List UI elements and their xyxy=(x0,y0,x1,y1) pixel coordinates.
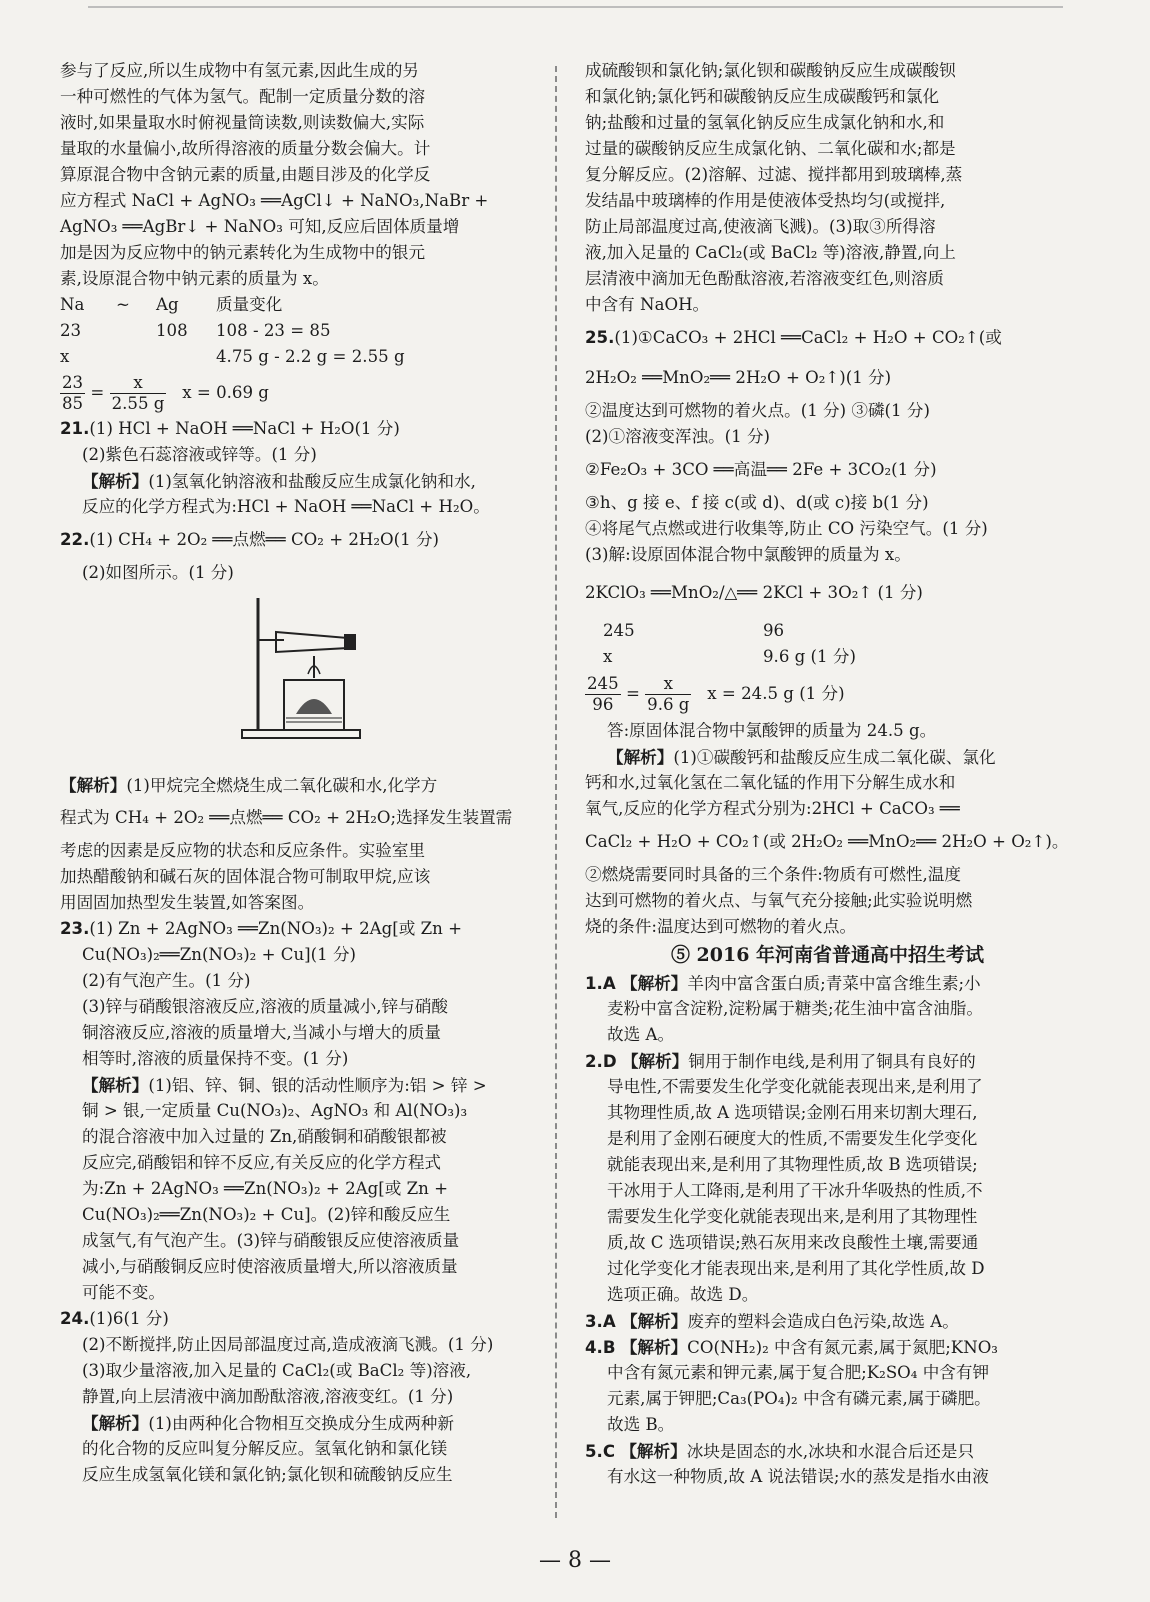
analysis-line: 干冰用于人工降雨,是利用了干冰升华吸热的性质,不 xyxy=(607,1181,983,1200)
analysis-line xyxy=(60,772,535,798)
text-line: 过量的碳酸钠反应生成氯化钠、二氧化碳和水;都是 xyxy=(585,139,956,158)
calc-row xyxy=(60,292,535,318)
result: x = 0.69 g xyxy=(182,383,269,402)
text-line: 液,加入足量的 CaCl₂(或 BaCl₂ 等)溶液,静置,向上 xyxy=(585,243,956,262)
analysis-line: 选项正确。故选 D。 xyxy=(607,1285,759,1304)
choice: B xyxy=(602,1338,616,1357)
right-column xyxy=(585,58,1070,1490)
question-number: 24. xyxy=(60,1309,90,1328)
choice: D xyxy=(602,1052,617,1071)
answer-line: ③h、g 接 e、f 接 c(或 d)、d(或 c)接 b(1 分) xyxy=(585,493,929,512)
question-number: 3. xyxy=(585,1312,603,1331)
analysis-text: 废弃的塑料会造成白色污染,故选 A。 xyxy=(687,1312,959,1331)
answer-line: (2)①溶液变浑浊。(1 分) xyxy=(585,427,771,446)
analysis-line: 的混合溶液中加入过量的 Zn,硝酸铜和硝酸银都被 xyxy=(82,1127,447,1146)
fraction xyxy=(60,373,85,414)
text-line: 量取的水量偏小,故所得溶液的质量分数会偏大。计 xyxy=(60,139,431,158)
question-23 xyxy=(60,916,535,942)
top-rule xyxy=(88,6,1063,8)
calc-cell: x xyxy=(603,647,613,666)
answer-line: (1)6(1 分) xyxy=(89,1309,169,1328)
question-22 xyxy=(60,520,535,560)
analysis-label: 【解析】 xyxy=(620,1311,688,1331)
choice: C xyxy=(602,1442,616,1461)
calc-cell: 4.75 g - 2.2 g = 2.55 g xyxy=(216,347,405,366)
analysis-line: 元素,属于钾肥;Ca₃(PO₄)₂ 中含有磷元素,属于磷肥。 xyxy=(607,1389,991,1408)
analysis-line: 氧气,反应的化学方程式分别为:2HCl + CaCO₃ ══ xyxy=(585,799,960,818)
text-line: 发结晶中玻璃棒的作用是使液体受热均匀(或搅拌, xyxy=(585,191,946,210)
fraction xyxy=(645,674,691,715)
text-line: 应方程式 NaCl + AgNO₃ ══AgCl↓ + NaNO₃,NaBr + xyxy=(60,191,489,210)
analysis-line: 反应完,硝酸铝和锌不反应,有关反应的化学方程式 xyxy=(82,1153,442,1172)
text-line: 防止局部温度过高,使液滴飞溅)。(3)取③所得溶 xyxy=(585,217,936,236)
calc-row xyxy=(585,644,1070,670)
text-line: 参与了反应,所以生成物中有氢元素,因此生成的另 xyxy=(60,61,420,80)
analysis-text: 冰块是固态的水,冰块和水混合后还是只 xyxy=(686,1442,975,1461)
text-line: 加是因为反应物中的钠元素转化为生成物中的银元 xyxy=(60,243,426,262)
analysis-line: 故选 B。 xyxy=(607,1415,675,1434)
analysis-line: Cu(NO₃)₂══Zn(NO₃)₂ + Cu]。(2)锌和酸反应生 xyxy=(82,1205,451,1224)
analysis-line xyxy=(60,468,535,494)
question-number: 25. xyxy=(585,328,615,347)
fraction-equation: $\frac{23}{85}$ = $\frac{x}{2.55 g}$ x = 0.69 g xyxy=(62,373,269,413)
answer-line: (2)紫色石蕊溶液或锌等。(1 分) xyxy=(82,445,317,464)
analysis-line: 成氢气,有气泡产生。(3)锌与硝酸银反应使溶液质量 xyxy=(82,1231,460,1250)
question-number: 5. xyxy=(585,1442,603,1461)
analysis-line: 用固固加热型发生装置,如答案图。 xyxy=(60,893,315,912)
analysis-line: 为:Zn + 2AgNO₃ ══Zn(NO₃)₂ + 2Ag[或 Zn + xyxy=(82,1179,448,1198)
denominator: 2.55 g xyxy=(111,394,165,413)
mc-question xyxy=(585,1438,1070,1464)
analysis-line: 麦粉中富含淀粉,淀粉属于糖类;花生油中富含油脂。 xyxy=(607,999,983,1018)
question-25 xyxy=(585,318,1070,358)
answer-line: ②Fe₂O₃ + 3CO ══高温══ 2Fe + 3CO₂(1 分) xyxy=(585,460,937,479)
analysis-text: (1)甲烷完全燃烧生成二氧化碳和水,化学方 xyxy=(126,776,438,795)
analysis-label: 【解析】 xyxy=(82,471,149,491)
left-column xyxy=(60,58,535,1488)
answer-line: 2KClO₃ ══MnO₂/△══ 2KCl + 3O₂↑ (1 分) xyxy=(585,583,923,602)
text-line: 层清液中滴加无色酚酞溶液,若溶液变红色,则溶质 xyxy=(585,269,945,288)
denominator: 85 xyxy=(62,394,84,413)
analysis-text: (1)铝、锌、铜、银的活动性顺序为:铝 > 锌 > xyxy=(148,1076,487,1095)
result: x = 24.5 g (1 分) xyxy=(707,684,845,703)
analysis-line: 导电性,不需要发生化学变化就能表现出来,是利用了 xyxy=(607,1077,983,1096)
analysis-label: 【解析】 xyxy=(620,1441,687,1461)
analysis-line: 加热醋酸钠和碱石灰的固体混合物可制取甲烷,应该 xyxy=(60,867,431,886)
analysis-label: 【解析】 xyxy=(607,747,674,767)
analysis-line: 中含有氮元素和钾元素,属于复合肥;K₂SO₄ 中含有钾 xyxy=(607,1363,990,1382)
analysis-line: 可能不变。 xyxy=(82,1283,165,1302)
answer-line: (1) HCl + NaOH ══NaCl + H₂O(1 分) xyxy=(89,419,400,438)
analysis-line xyxy=(60,1072,535,1098)
analysis-line: 钙和水,过氧化氢在二氧化锰的作用下分解生成水和 xyxy=(585,773,956,792)
denominator: 9.6 g xyxy=(647,695,690,714)
text-line: 一种可燃性的气体为氢气。配制一定质量分数的溶 xyxy=(60,87,426,106)
question-number: 2. xyxy=(585,1052,603,1071)
calc-row xyxy=(60,318,535,344)
choice: A xyxy=(602,974,616,993)
analysis-line: 程式为 CH₄ + 2O₂ ══点燃══ CO₂ + 2H₂O;选择发生装置需 xyxy=(60,808,513,827)
numerator: 23 xyxy=(62,373,84,392)
analysis-text: CO(NH₂)₂ 中含有氮元素,属于氮肥;KNO₃ xyxy=(687,1338,998,1357)
denominator: 96 xyxy=(592,695,614,714)
answer-line: (3)锌与硝酸银溶液反应,溶液的质量减小,锌与硝酸 xyxy=(82,997,448,1016)
question-number: 22. xyxy=(60,530,90,549)
text-line: 和氯化钠;氯化钙和碳酸钠反应生成碳酸钙和氯化 xyxy=(585,87,940,106)
column-divider xyxy=(555,66,557,1518)
analysis-text: 铜用于制作电线,是利用了铜具有良好的 xyxy=(688,1052,976,1071)
calc-cell: Na xyxy=(60,295,85,314)
analysis-line: 质,故 C 选项错误;熟石灰用来改良酸性土壤,需要通 xyxy=(607,1233,979,1252)
fraction-equation: $\frac{245}{96}$ = $\frac{x}{9.6 g}$ x = 24.5 g (1 分) xyxy=(587,674,845,714)
text-line: AgNO₃ ══AgBr↓ + NaNO₃ 可知,反应后固体质量增 xyxy=(60,217,460,236)
answer-line: (2)如图所示。(1 分) xyxy=(82,563,234,582)
calc-cell: 108 xyxy=(156,321,188,340)
analysis-label: 【解析】 xyxy=(621,1051,689,1071)
answer-line: 2H₂O₂ ══MnO₂══ 2H₂O + O₂↑)(1 分) xyxy=(585,368,892,387)
text-line: 液时,如果量取水时俯视量筒读数,则读数偏大,实际 xyxy=(60,113,425,132)
analysis-line: 就能表现出来,是利用了其物理性质,故 B 选项错误; xyxy=(607,1155,978,1174)
analysis-line: 过化学变化才能表现出来,是利用了其化学性质,故 D xyxy=(607,1259,985,1278)
page-number: — 8 — xyxy=(539,1548,611,1573)
text-line: 中含有 NaOH。 xyxy=(585,295,710,314)
analysis-line: 需要发生化学变化就能表现出来,是利用了其物理性 xyxy=(607,1207,978,1226)
analysis-line: ②燃烧需要同时具备的三个条件:物质有可燃性,温度 xyxy=(585,865,961,884)
calc-cell: 96 xyxy=(763,621,785,640)
text-line: 算原混合物中含钠元素的质量,由题目涉及的化学反 xyxy=(60,165,431,184)
analysis-line: 达到可燃物的着火点、与氧气充分接触;此实验说明燃 xyxy=(585,891,973,910)
calc-cell: Ag xyxy=(156,295,179,314)
calc-cell: ~ xyxy=(116,295,130,314)
answer-line: Cu(NO₃)₂══Zn(NO₃)₂ + Cu](1 分) xyxy=(82,945,357,964)
answer-line: (1) CH₄ + 2O₂ ══点燃══ CO₂ + 2H₂O(1 分) xyxy=(89,530,440,549)
analysis-label: 【解析】 xyxy=(620,973,688,993)
question-24 xyxy=(60,1306,535,1332)
calc-row xyxy=(60,344,535,370)
apparatus-diagram xyxy=(236,594,366,744)
calc-cell: x xyxy=(60,347,70,366)
analysis-line xyxy=(60,1410,535,1436)
answer-line: (3)取少量溶液,加入足量的 CaCl₂(或 BaCl₂ 等)溶液, xyxy=(82,1361,472,1380)
analysis-label: 【解析】 xyxy=(620,1337,688,1357)
calc-cell: 23 xyxy=(60,321,82,340)
answer-line: (2)不断搅拌,防止因局部温度过高,造成液滴飞溅。(1 分) xyxy=(82,1335,494,1354)
calc-cell: 质量变化 xyxy=(216,295,283,314)
apparatus-figure xyxy=(60,586,535,772)
section-title: ⑤ 2016 年河南省普通高中招生考试 xyxy=(670,944,985,966)
calc-cell: 9.6 g (1 分) xyxy=(763,647,856,666)
analysis-line: 烧的条件:温度达到可燃物的着火点。 xyxy=(585,917,857,936)
analysis-label: 【解析】 xyxy=(60,775,127,795)
analysis-line: 故选 A。 xyxy=(607,1025,675,1044)
text-line: 成硫酸钡和氯化钠;氯化钡和碳酸钠反应生成碳酸钡 xyxy=(585,61,956,80)
analysis-text: 羊肉中富含蛋白质;青菜中富含维生素;小 xyxy=(687,974,981,993)
numerator: x xyxy=(645,674,691,695)
answer-line: ②温度达到可燃物的着火点。(1 分) ③磷(1 分) xyxy=(585,401,930,420)
numerator: 245 xyxy=(587,674,619,693)
answer-line: 静置,向上层清液中滴加酚酞溶液,溶液变红。(1 分) xyxy=(82,1387,454,1406)
answer-line: ④将尾气点燃或进行收集等,防止 CO 污染空气。(1 分) xyxy=(585,519,988,538)
analysis-line: 铜 > 银,一定质量 Cu(NO₃)₂、AgNO₃ 和 Al(NO₃)₃ xyxy=(82,1101,468,1120)
answer-line: (1) Zn + 2AgNO₃ ══Zn(NO₃)₂ + 2Ag[或 Zn + xyxy=(89,919,462,938)
fraction xyxy=(585,674,621,715)
calc-row xyxy=(585,618,1070,644)
analysis-line: 其物理性质,故 A 选项错误;金刚石用来切割大理石, xyxy=(607,1103,978,1122)
numerator: x xyxy=(110,373,167,394)
answer-statement: 答:原固体混合物中氯酸钾的质量为 24.5 g。 xyxy=(607,721,937,740)
question-21 xyxy=(60,416,535,442)
analysis-line: 反应生成氢氧化镁和氯化钠;氯化钡和硫酸钠反应生 xyxy=(82,1465,453,1484)
text-line: 钠;盐酸和过量的氢氧化钠反应生成氯化钠和水,和 xyxy=(585,113,945,132)
fraction xyxy=(110,373,167,414)
mc-question xyxy=(585,1048,1070,1074)
choice: A xyxy=(602,1312,616,1331)
question-number: 4. xyxy=(585,1338,603,1357)
question-number: 21. xyxy=(60,419,90,438)
analysis-line: 的化合物的反应叫复分解反应。氢氧化钠和氯化镁 xyxy=(82,1439,448,1458)
answer-line: 铜溶液反应,溶液的质量增大,当减小与增大的质量 xyxy=(82,1023,442,1042)
analysis-line: 有水这一种物质,故 A 说法错误;水的蒸发是指水由液 xyxy=(607,1467,989,1486)
answer-line: (1)①CaCO₃ + 2HCl ══CaCl₂ + H₂O + CO₂↑(或 xyxy=(614,328,1002,347)
answer-line: (2)有气泡产生。(1 分) xyxy=(82,971,251,990)
answer-line: (3)解:设原固体混合物中氯酸钾的质量为 x。 xyxy=(585,545,911,564)
analysis-line: 反应的化学方程式为:HCl + NaOH ══NaCl + H₂O。 xyxy=(82,497,490,516)
question-number: 1. xyxy=(585,974,603,993)
analysis-label: 【解析】 xyxy=(82,1413,149,1433)
calc-cell: 245 xyxy=(603,621,635,640)
mc-question xyxy=(585,970,1070,996)
analysis-line xyxy=(585,744,1070,770)
analysis-line: 减小,与硝酸铜反应时使溶液质量增大,所以溶液质量 xyxy=(82,1257,458,1276)
answer-line: 相等时,溶液的质量保持不变。(1 分) xyxy=(82,1049,349,1068)
analysis-text: (1)氢氧化钠溶液和盐酸反应生成氯化钠和水, xyxy=(148,472,476,491)
analysis-text: (1)由两种化合物相互交换成分生成两种新 xyxy=(148,1414,454,1433)
question-number: 23. xyxy=(60,919,90,938)
analysis-line: 考虑的因素是反应物的状态和反应条件。实验室里 xyxy=(60,841,426,860)
text-line: 复分解反应。(2)溶解、过滤、搅拌都用到玻璃棒,蒸 xyxy=(585,165,963,184)
mc-question xyxy=(585,1334,1070,1360)
analysis-label: 【解析】 xyxy=(82,1075,149,1095)
analysis-line: CaCl₂ + H₂O + CO₂↑(或 2H₂O₂ ══MnO₂══ 2H₂O + O₂↑)。 xyxy=(585,832,1069,851)
analysis-line: 是利用了金刚石硬度大的性质,不需要发生化学变化 xyxy=(607,1129,978,1148)
text-line: 素,设原混合物中钠元素的质量为 x。 xyxy=(60,269,329,288)
mc-question xyxy=(585,1308,1070,1334)
calc-cell: 108 - 23 = 85 xyxy=(216,321,331,340)
analysis-text: (1)①碳酸钙和盐酸反应生成二氧化碳、氯化 xyxy=(673,748,996,767)
